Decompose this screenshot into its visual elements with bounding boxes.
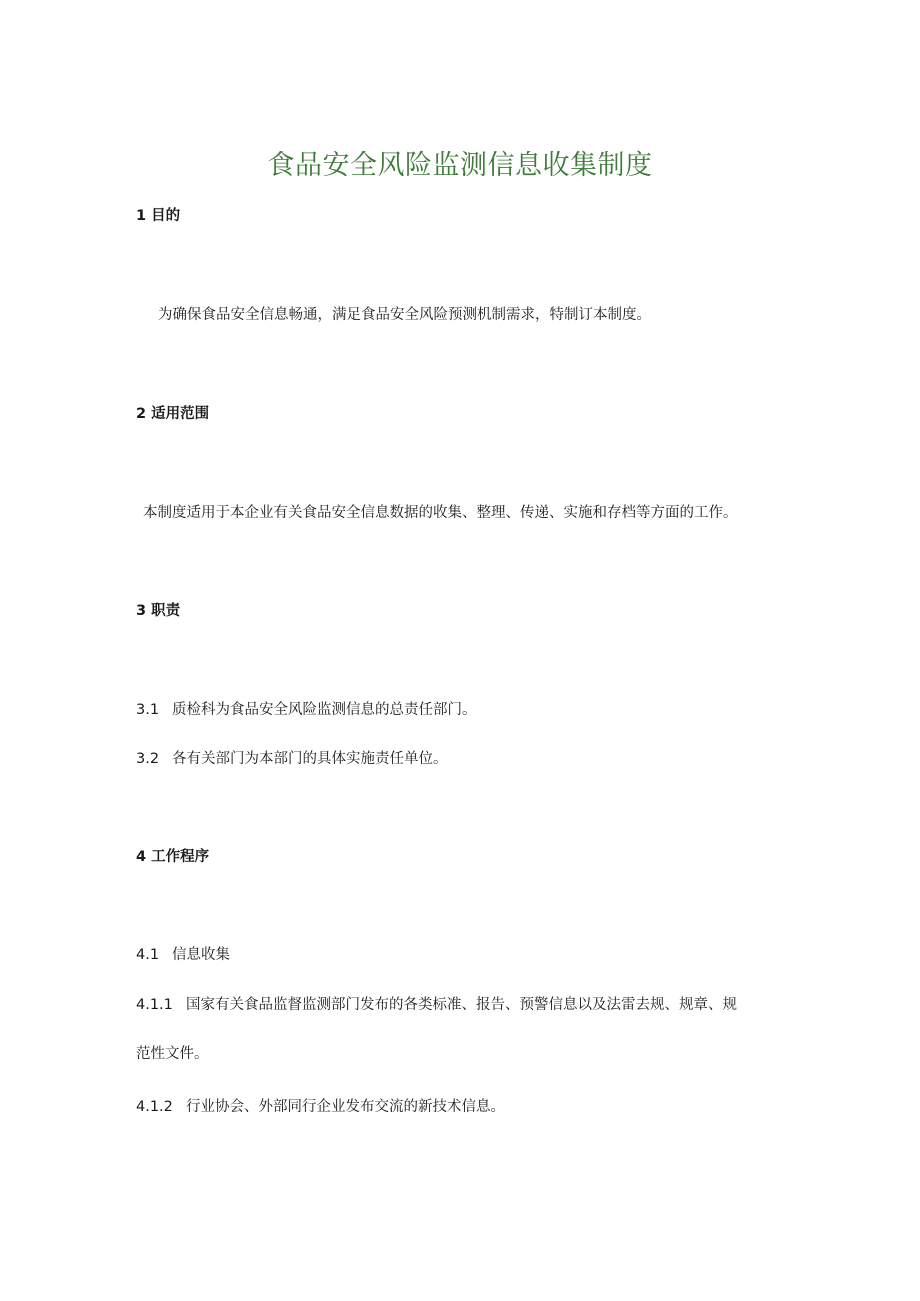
subsection-4-1: [136, 944, 230, 966]
section-1-heading: 1 目的: [136, 208, 181, 224]
list-item-4-1-1-continuation: 范性文件。: [136, 1046, 209, 1062]
list-item-text: 各有关部门为本部门的具体实施责任单位。: [172, 751, 448, 767]
list-item-number: 4.1.1: [136, 997, 173, 1013]
section-4-heading: 4 工作程序: [136, 849, 210, 865]
list-item-4-1-1: [136, 994, 737, 1016]
section-1-paragraph: 为确保食品安全信息畅通，满足食品安全风险预测机制需求，特制订本制度。: [158, 307, 651, 323]
subsection-title: 信息收集: [172, 947, 230, 963]
subsection-number: 4.1: [136, 947, 160, 963]
list-item-4-1-2: [136, 1096, 505, 1118]
section-2-paragraph: 本制度适用于本企业有关食品安全信息数据的收集、整理、传递、实施和存档等方面的工作。: [143, 505, 738, 521]
list-item-number: 4.1.2: [136, 1099, 173, 1115]
list-item-3-1: [136, 699, 477, 721]
section-2-heading: 2 适用范围: [136, 406, 210, 422]
list-item-number: 3.1: [136, 702, 160, 718]
list-item-number: 3.2: [136, 751, 160, 767]
list-item-text: 国家有关食品监督监测部门发布的各类标准、报告、预警信息以及法雷去规、规章、规: [186, 997, 737, 1013]
list-item-text: 质检科为食品安全风险监测信息的总责任部门。: [172, 702, 477, 718]
document-title: 食品安全风险监测信息收集制度: [267, 150, 653, 181]
section-3-heading: 3 职责: [136, 603, 181, 619]
list-item-text: 行业协会、外部同行企业发布交流的新技术信息。: [186, 1099, 505, 1115]
list-item-3-2: [136, 748, 448, 770]
